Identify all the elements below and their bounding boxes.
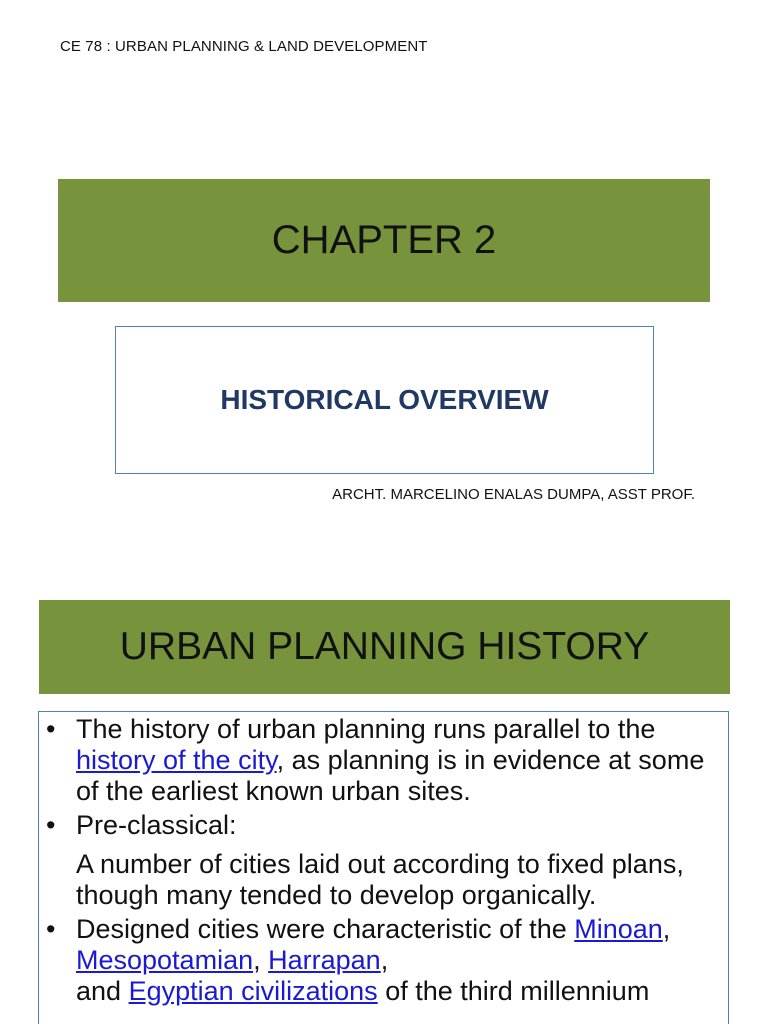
separator-text: ,: [662, 914, 671, 944]
bullet-item-history: [46, 714, 718, 807]
chapter-title: CHAPTER 2: [271, 218, 497, 262]
link-harrapan[interactable]: Harrapan: [268, 945, 381, 975]
separator-text: ,: [380, 945, 389, 975]
bullet-dot-icon: •: [46, 810, 56, 840]
author-credit: ARCHT. MARCELINO ENALAS DUMPA, ASST PROF.: [332, 486, 695, 503]
bullet-text: The history of urban planning runs parallel to the: [76, 714, 656, 744]
bullet-text: Designed cities were characteristic of the: [76, 914, 575, 944]
bullet-item-designed-cities: [46, 914, 718, 1007]
chapter-banner: [58, 179, 710, 302]
bullet-item-pre-classical: [46, 810, 718, 841]
link-history-of-the-city[interactable]: history of the city: [76, 745, 277, 775]
link-egyptian-civilizations[interactable]: Egyptian civilizations: [128, 976, 378, 1006]
subtitle-box: [115, 326, 654, 474]
bullet-text: , as planning is in evidence at some of the earliest known urban sites.: [76, 745, 705, 806]
section-banner: [39, 600, 730, 694]
link-minoan[interactable]: Minoan: [574, 914, 663, 944]
course-header: CE 78 : URBAN PLANNING & LAND DEVELOPMENT: [60, 38, 428, 55]
link-mesopotamian[interactable]: Mesopotamian: [76, 945, 254, 975]
subtitle-text: HISTORICAL OVERVIEW: [220, 384, 549, 415]
separator-text: ,: [253, 945, 269, 975]
sub-paragraph: A number of cities laid out according to fixed plans, though many tended to develop organically.: [76, 849, 684, 910]
bullet-text: of the third millennium: [377, 976, 650, 1006]
bullet-text: and: [76, 976, 129, 1006]
section-title: URBAN PLANNING HISTORY: [119, 625, 650, 668]
bullet-content-box: [38, 711, 729, 1024]
bullet-dot-icon: •: [46, 914, 56, 944]
bullet-text: Pre-classical:: [76, 810, 237, 840]
bullet-dot-icon: •: [46, 714, 56, 744]
